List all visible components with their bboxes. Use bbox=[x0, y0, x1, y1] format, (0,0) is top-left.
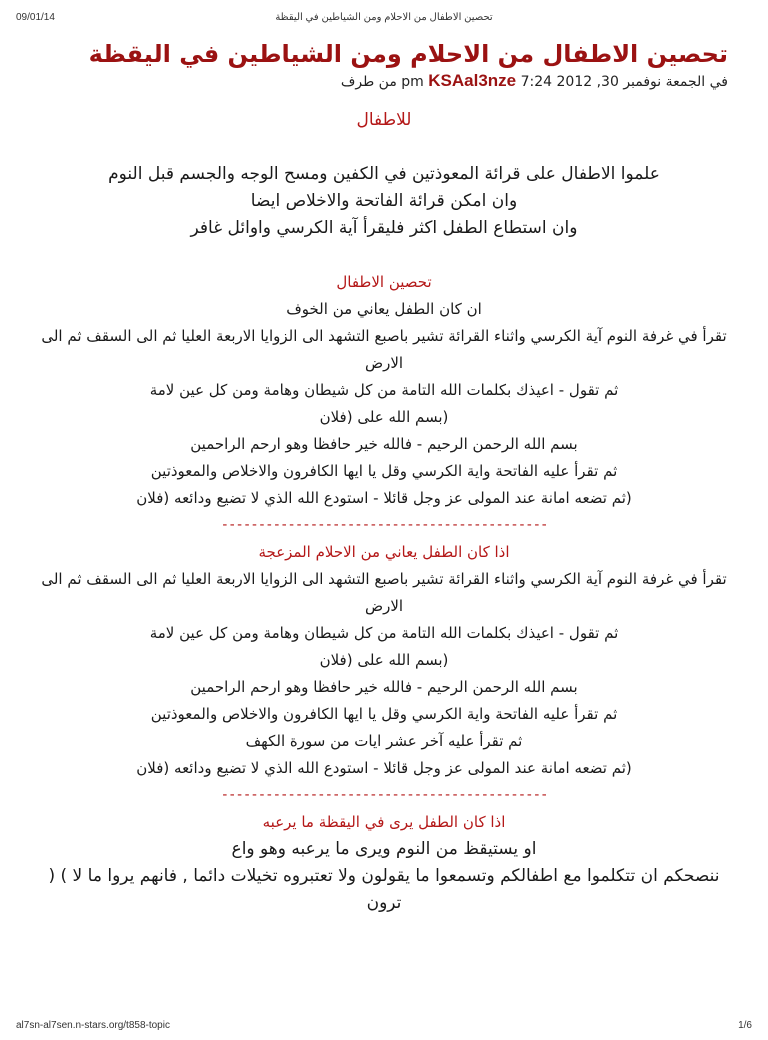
body-line: وان امكن قرائة الفاتحة والاخلاص ايضا bbox=[250, 191, 518, 211]
post-date: في الجمعة نوفمبر 30, 2012 7:24 pm bbox=[401, 74, 728, 90]
body-line: ثم تقرأ عليه الفاتحة واية الكرسي وقل يا ايها الكافرون والاخلاص والمعوذتين bbox=[150, 462, 618, 480]
section-heading: للاطفال bbox=[356, 110, 412, 130]
body-line: بسم الله الرحمن الرحيم - فالله خير حافظا وهو ارحم الراحمين bbox=[190, 435, 578, 453]
body-line: ثم تقرأ عليه آخر عشر ايات من سورة الكهف bbox=[245, 732, 523, 750]
post-container bbox=[40, 38, 728, 917]
post-author-link[interactable]: KSAal3nze bbox=[428, 71, 517, 90]
body-line: (بسم الله على (فلان bbox=[319, 651, 449, 669]
body-line: تقرأ في غرفة النوم آية الكرسي واثناء القرائة تشير باصبع التشهد الى الزوايا الاربعة العليا ثم الى السقف ثم الى الارض bbox=[41, 570, 727, 615]
section-heading: تحصين الاطفال bbox=[336, 273, 432, 291]
section-heading: اذا كان الطفل يعاني من الاحلام المزعجة bbox=[258, 543, 510, 561]
body-line: (ثم تضعه امانة عند المولى عز وجل قائلا - استودع الله الذي لا تضيع ودائعه (فلان bbox=[136, 489, 632, 507]
print-footer bbox=[0, 1020, 768, 1040]
section-heading: اذا كان الطفل يرى في اليقظة ما يرعبه bbox=[262, 813, 506, 831]
print-date: 09/01/14 bbox=[16, 12, 55, 23]
print-url: al7sn-al7sen.n-stars.org/t858-topic bbox=[16, 1020, 170, 1031]
separator: -------------------------------------------- bbox=[220, 787, 548, 803]
body-line: ثم تقول - اعيذك بكلمات الله التامة من كل شيطان وهامة ومن كل عين لامة bbox=[149, 624, 619, 642]
body-line: ننصحكم ان تتكلموا مع اطفالكم وتسمعوا ما يقولون ولا تعتبروه تخيلات دائما , فانهم يروا ما لا ) ( ترون bbox=[48, 866, 720, 913]
print-page-title: تحصين الاطفال من الاحلام ومن الشياطين في اليقظة bbox=[275, 12, 493, 23]
post-title: تحصين الاطفال من الاحلام ومن الشياطين في اليقظة bbox=[88, 40, 728, 68]
post-meta bbox=[40, 70, 728, 93]
body-line: وان استطاع الطفل اكثر فليقرأ آية الكرسي واوائل غافر bbox=[190, 218, 578, 238]
print-header bbox=[0, 12, 768, 32]
print-page-number: 1/6 bbox=[738, 1020, 752, 1031]
body-line: بسم الله الرحمن الرحيم - فالله خير حافظا وهو ارحم الراحمين bbox=[190, 678, 578, 696]
post-body bbox=[40, 107, 728, 917]
body-line: تقرأ في غرفة النوم آية الكرسي واثناء القرائة تشير باصبع التشهد الى الزوايا الاربعة العليا ثم الى السقف ثم الى الارض bbox=[41, 327, 727, 372]
body-line: (ثم تضعه امانة عند المولى عز وجل قائلا - استودع الله الذي لا تضيع ودائعه (فلان bbox=[136, 759, 632, 777]
body-line: ثم تقرأ عليه الفاتحة واية الكرسي وقل يا ايها الكافرون والاخلاص والمعوذتين bbox=[150, 705, 618, 723]
post-by-label: من طرف bbox=[340, 74, 397, 90]
separator: -------------------------------------------- bbox=[220, 517, 548, 533]
body-line: ثم تقول - اعيذك بكلمات الله التامة من كل شيطان وهامة ومن كل عين لامة bbox=[149, 381, 619, 399]
body-line: علموا الاطفال على قرائة المعوذتين في الكفين ومسح الوجه والجسم قبل النوم bbox=[108, 164, 660, 184]
body-line: (بسم الله على (فلان bbox=[319, 408, 449, 426]
body-line: او يستيقظ من النوم ويرى ما يرعبه وهو واع bbox=[231, 839, 537, 859]
body-line: ان كان الطفل يعاني من الخوف bbox=[286, 300, 482, 318]
